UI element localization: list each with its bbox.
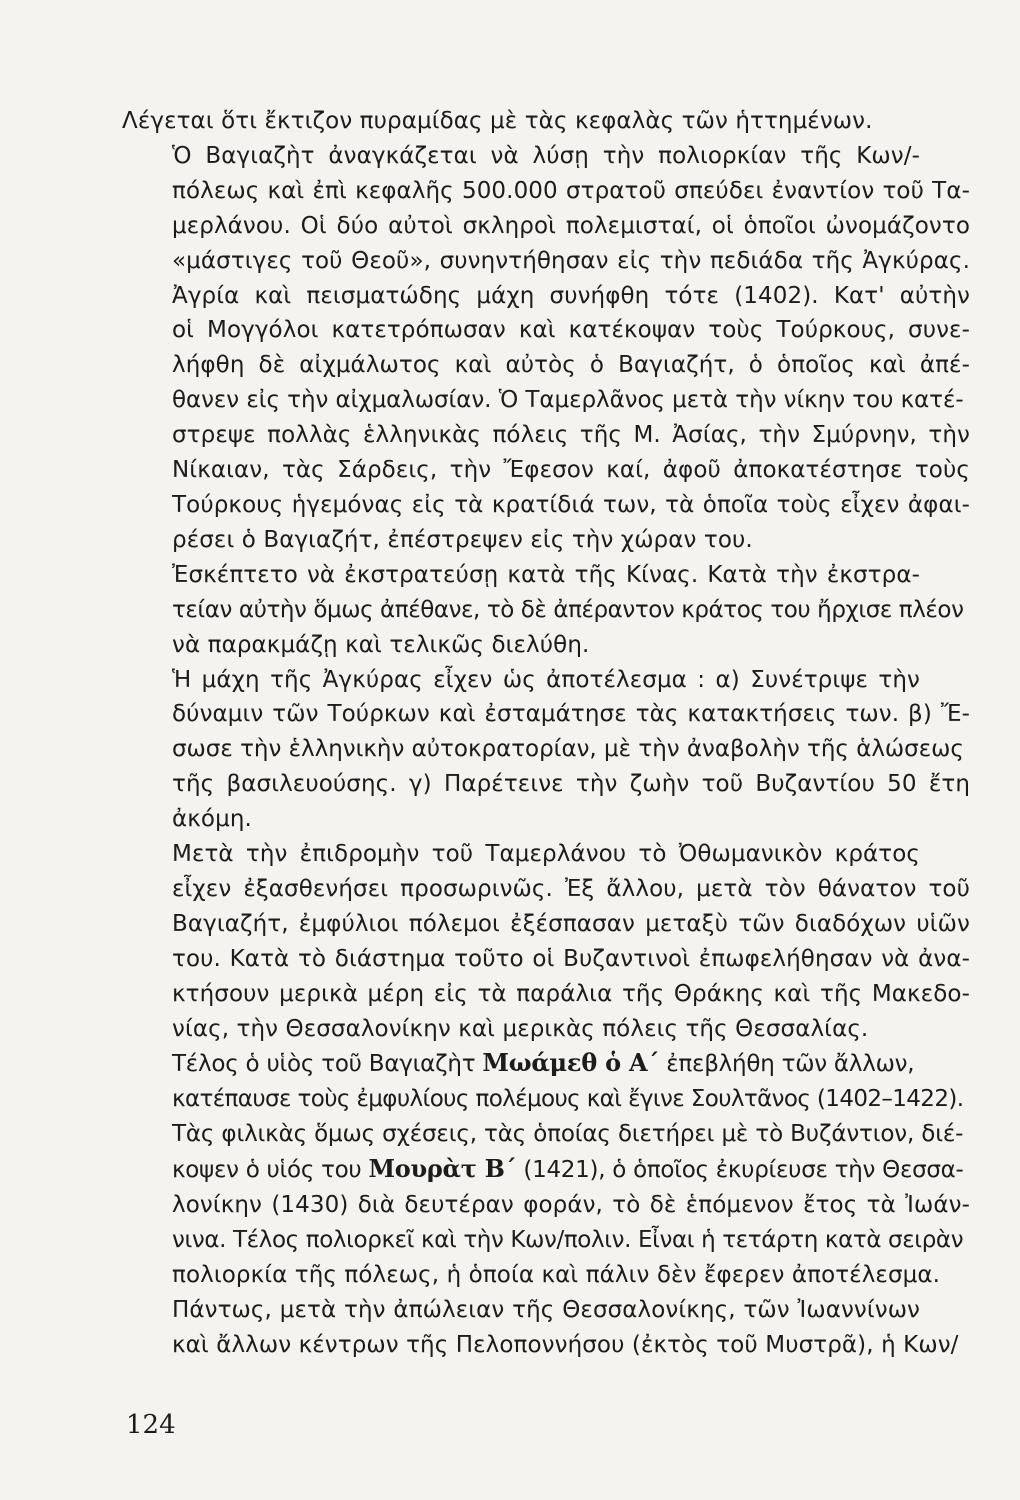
paragraph-4 [122,663,970,838]
paragraph-2 [122,139,970,558]
text-line: τῆς βασιλευούσης. γ) Παρέτεινε τὴν ζωὴν τοῦ Βυζαντίου 50 ἔτη [172,771,970,798]
text-line: καὶ ἄλλων κέντρων τῆς Πελοποννήσου (ἐκτὸς τοῦ Μυστρᾶ), ἡ Κων/ [172,1331,959,1358]
text-line: νίας, τὴν Θεσσαλονίκην καὶ μερικὰς πόλεις τῆς Θεσσαλίας. [172,1015,869,1042]
text-line: σωσε τὴν ἑλληνικὴν αὐτοκρατορίαν, μὲ τὴν ἀναβολὴν τῆς ἁλώσεως [172,736,964,763]
paragraph-1 [122,104,970,139]
text-line: κατέπαυσε τοὺς ἐμφυλίους πολέμους καὶ ἔγινε Σουλτᾶνος (1402–1422). [172,1086,964,1113]
text-line: Τέλος ὁ υἱὸς τοῦ Βαγιαζὴτ Μωάμεθ ὁ Α΄ ἐπεβλήθη τῶν ἄλλων, [172,1048,915,1078]
paragraph-6 [122,1046,970,1292]
text-line: νὰ παρακμάζῃ καὶ τελικῶς διελύθη. [172,631,590,658]
paragraph-7 [122,1293,970,1363]
text-line: κοψεν ὁ υἱός του Μουρὰτ Β΄ (1421), ὁ ὁποῖος ἐκυρίευσε τὴν Θεσσα- [172,1154,964,1184]
text-line: Πάντως, μετὰ τὴν ἀπώλειαν τῆς Θεσσαλονίκης, τῶν Ἰωαννίνων [172,1296,920,1323]
text-line: Τὰς φιλικὰς ὅμως σχέσεις, τὰς ὁποίας διετήρει μὲ τὸ Βυζάντιον, διέ- [172,1121,964,1148]
text-line: λήφθη δὲ αἰχμάλωτος καὶ αὐτὸς ὁ Βαγιαζήτ, ὁ ὁποῖος καὶ ἀπέ- [172,352,970,379]
paragraph-5 [122,837,970,1046]
text-line: μερλάνου. Οἱ δύο αὐτοὶ σκληροὶ πολεμισταί, οἱ ὁποῖοι ὠνομάζοντο [172,212,970,239]
text-line: θανεν εἰς τὴν αἰχμαλωσίαν. Ὁ Ταμερλᾶνος μετὰ τὴν νίκην του κατέ- [172,387,964,414]
text-line: δύναμιν τῶν Τούρκων καὶ ἐσταμάτησε τὰς κατακτήσεις των. β) Ἔ- [172,701,970,728]
text-line: Μετὰ τὴν ἐπιδρομὴν τοῦ Ταμερλάνου τὸ Ὀθωμανικὸν κράτος [172,841,920,868]
text-line: Λέγεται ὅτι ἔκτιζον πυραμίδας μὲ τὰς κεφαλὰς τῶν ἡττημένων. [122,108,873,134]
text-line: του. Κατὰ τὸ διάστημα τοῦτο οἱ Βυζαντινοὶ ἐπωφελήθησαν νὰ ἀνα- [172,945,970,972]
text-line: Ἐσκέπτετο νὰ ἐκστρατεύσῃ κατὰ τῆς Κίνας. Κατὰ τὴν ἐκστρα- [172,561,920,588]
page-body [122,104,970,1363]
text-line: λονίκην (1430) διὰ δευτέραν φοράν, τὸ δὲ ἑπόμενον ἔτος τὰ Ἰωάν- [172,1192,970,1219]
emphasized-name: Μουρὰτ Β΄ [368,1154,517,1184]
page-number: 124 [126,1410,176,1440]
text-line: ἀκόμη. [172,806,252,833]
text-line: Ἀγρία καὶ πεισματώδης μάχη συνήφθη τότε (1402). Κατ' αὐτὴν [172,282,970,309]
text-line: πολιορκία τῆς πόλεως, ἡ ὁποία καὶ πάλιν δὲν ἔφερεν ἀποτέλεσμα. [172,1261,941,1288]
text-line: τείαν αὐτὴν ὅμως ἀπέθανε, τὸ δὲ ἀπέραντον κράτος του ἤρχισε πλέον [172,596,964,623]
text-line: κτήσουν μερικὰ μέρη εἰς τὰ παράλια τῆς Θράκης καὶ τῆς Μακεδο- [172,980,970,1007]
text-line: Νίκαιαν, τὰς Σάρδεις, τὴν Ἔφεσον καί, ἀφοῦ ἀποκατέστησε τοὺς [172,457,970,484]
text-line: πόλεως καὶ ἐπὶ κεφαλῆς 500.000 στρατοῦ σπεύδει ἐναντίον τοῦ Τα- [172,177,970,204]
text-line: οἱ Μογγόλοι κατετρόπωσαν καὶ κατέκοψαν τοὺς Τούρκους, συνε- [172,317,970,344]
text-line: «μάστιγες τοῦ Θεοῦ», συνηντήθησαν εἰς τὴν πεδιάδα τῆς Ἀγκύρας. [172,247,970,274]
text-column [122,104,970,1363]
text-line: Τούρκους ἡγεμόνας εἰς τὰ κρατίδιά των, τὰ ὁποῖα τοὺς εἶχεν ἀφαι- [172,491,970,518]
text-line: Βαγιαζήτ, ἐμφύλιοι πόλεμοι ἐξέσπασαν μεταξὺ τῶν διαδόχων υἱῶν [172,910,970,937]
text-line: στρεψε πολλὰς ἑλληνικὰς πόλεις τῆς Μ. Ἀσίας, τὴν Σμύρνην, τὴν [172,422,970,449]
text-line: ρέσει ὁ Βαγιαζήτ, ἐπέστρεψεν εἰς τὴν χώραν του. [172,526,753,553]
text-line: νινα. Τέλος πολιορκεῖ καὶ τὴν Κων/πολιν. Εἶναι ἡ τετάρτη κατὰ σειρὰν [172,1227,964,1253]
emphasized-name: Μωάμεθ ὁ Α΄ [482,1048,660,1078]
text-line: εἶχεν ἐξασθενήσει προσωρινῶς. Ἐξ ἄλλου, μετὰ τὸν θάνατον τοῦ [172,875,970,902]
text-line: Ὁ Βαγιαζὴτ ἀναγκάζεται νὰ λύσῃ τὴν πολιορκίαν τῆς Κων/- [172,142,920,169]
text-line: Ἡ μάχη τῆς Ἀγκύρας εἶχεν ὡς ἀποτέλεσμα : α) Συνέτριψε τὴν [172,666,920,693]
paragraph-3 [122,558,970,663]
